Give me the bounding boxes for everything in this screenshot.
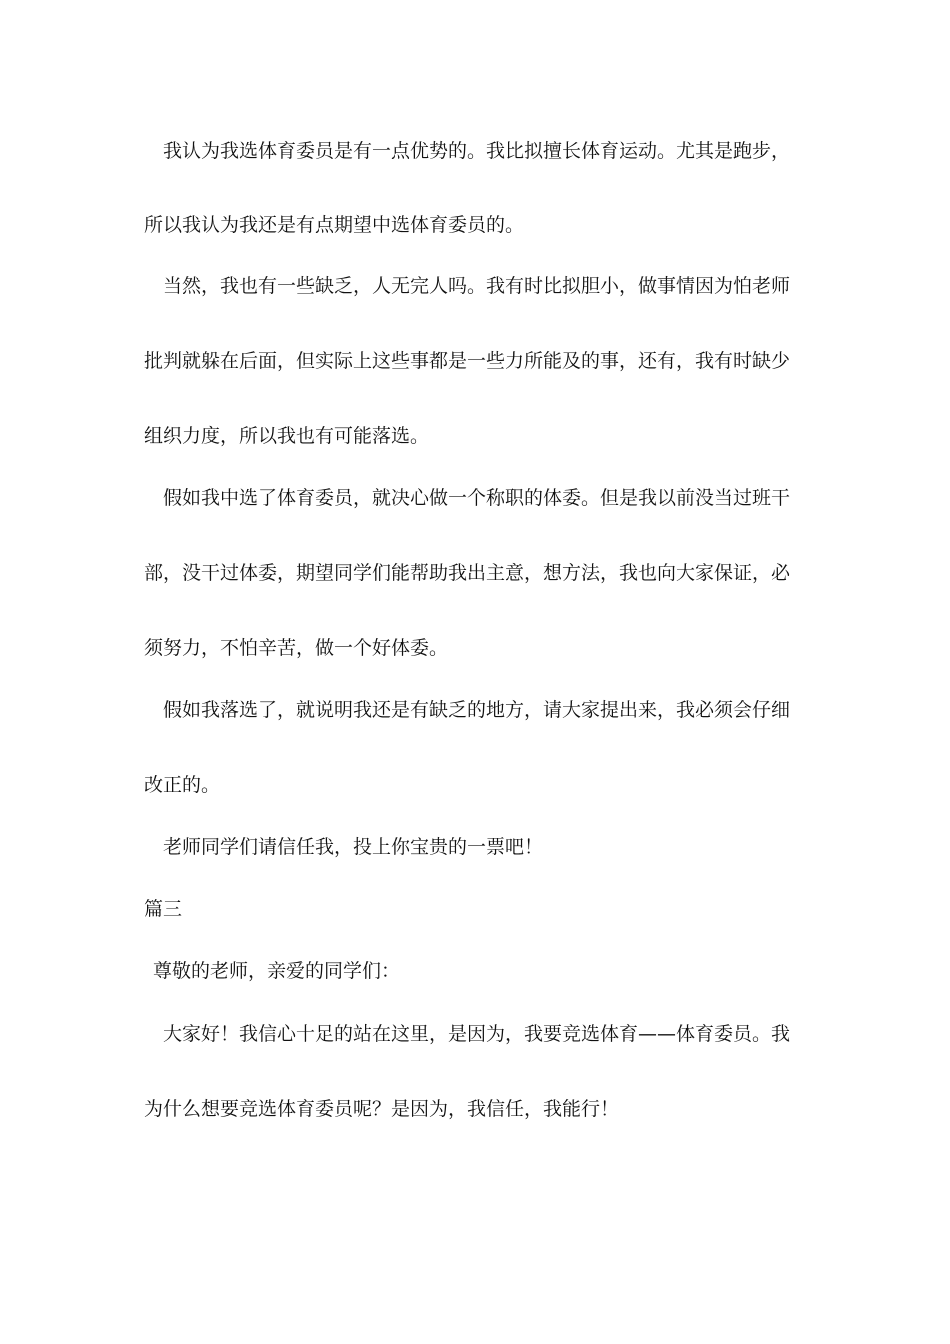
paragraph-line: 我认为我选体育委员是有一点优势的。我比拟擅长体育运动。尤其是跑步， bbox=[163, 140, 791, 162]
paragraph-line: 老师同学们请信任我，投上你宝贵的一票吧！ bbox=[163, 836, 544, 858]
paragraph-line: 改正的。 bbox=[144, 774, 221, 796]
paragraph-line: 假如我落选了，就说明我还是有缺乏的地方，请大家提出来，我必须会仔细 bbox=[163, 699, 791, 721]
paragraph-line: 所以我认为我还是有点期望中选体育委员的。 bbox=[144, 214, 525, 236]
paragraph-line: 为什么想要竞选体育委员呢？是因为，我信任，我能行！ bbox=[144, 1098, 620, 1120]
paragraph-line: 批判就躲在后面，但实际上这些事都是一些力所能及的事，还有，我有时缺少 bbox=[144, 350, 791, 372]
paragraph-line: 部，没干过体委，期望同学们能帮助我出主意，想方法，我也向大家保证，必 bbox=[144, 562, 791, 584]
salutation: 尊敬的老师，亲爱的同学们： bbox=[153, 960, 401, 982]
paragraph-line: 须努力，不怕辛苦，做一个好体委。 bbox=[144, 637, 449, 659]
section-heading: 篇三 bbox=[144, 898, 183, 920]
paragraph-line: 大家好！我信心十足的站在这里，是因为，我要竞选体育——体育委员。我 bbox=[163, 1023, 791, 1045]
paragraph-line: 假如我中选了体育委员，就决心做一个称职的体委。但是我以前没当过班干 bbox=[163, 487, 791, 509]
paragraph-line: 当然，我也有一些缺乏，人无完人吗。我有时比拟胆小，做事情因为怕老师 bbox=[163, 275, 791, 297]
paragraph-line: 组织力度，所以我也有可能落选。 bbox=[144, 425, 430, 447]
